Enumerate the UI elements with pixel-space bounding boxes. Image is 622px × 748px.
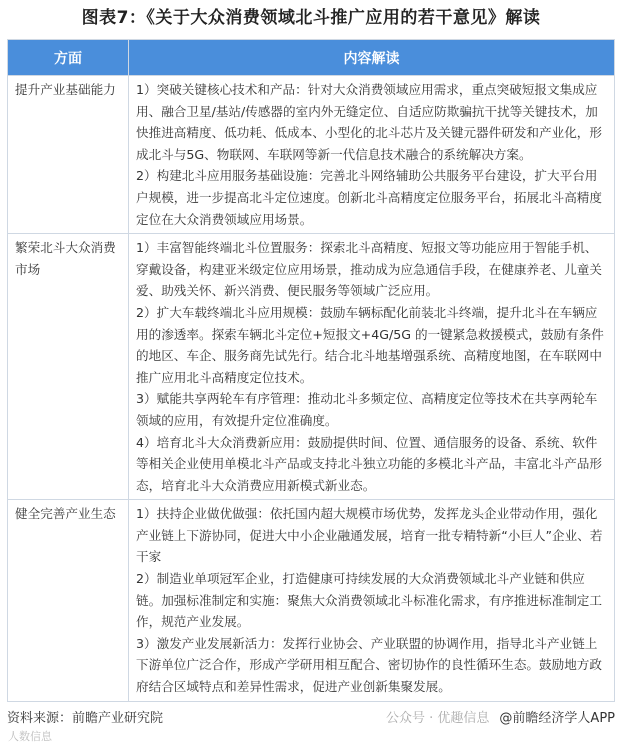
header-aspect: 方面 (8, 40, 129, 76)
content-item: 1）突破关键核心技术和产品：针对大众消费领域应用需求，重点突破短报文集成应用、融合卫星/基站/传感器的室内外无缝定位、自适应防欺骗抗干扰等关键技术，加快推进高精度、低功耗、低成本、小型化的北斗芯片及关键元器件研发和产业化，形成北斗与5G、物联网、车联网等新一代信息技术融合的系统解决方案。 (136, 82, 602, 162)
content-item: 1）丰富智能终端北斗位置服务：探索北斗高精度、短报文等功能应用于智能手机、穿戴设备，构建亚米级定位应用场景，推动成为应急通信手段，在健康养老、儿童关爱、助残关怀、新兴消费、便民服务等领域广泛应用。 (136, 240, 602, 299)
header-content: 内容解读 (129, 40, 615, 76)
footer (0, 702, 622, 728)
aspect-cell: 提升产业基础能力 (8, 76, 129, 234)
content-item: 4）培育北斗大众消费新应用：鼓励提供时间、位置、通信服务的设备、系统、软件等相关企业使用单模北斗产品或支持北斗独立功能的多模北斗产品，丰富北斗产品形态，培育北斗大众消费应用新模式新业态。 (136, 434, 602, 493)
table-header-row (8, 40, 615, 76)
figure-title: 图表7：《关于大众消费领域北斗推广应用的若干意见》解读 (81, 8, 541, 28)
content-cell (129, 76, 615, 234)
credit-note: @前瞻经济学人APP (499, 710, 615, 726)
source-note: 资料来源：前瞻产业研究院 (7, 710, 164, 726)
content-item: 2）构建北斗应用服务基础设施：完善北斗网络辅助公共服务平台建设，扩大平台用户规模，进一步提高北斗定位速度。创新北斗高精度定位服务平台，拓展北斗高精度定位在大众消费领域应用场景。 (136, 168, 602, 227)
content-cell (129, 500, 615, 701)
content-item: 2）扩大车载终端北斗应用规模：鼓励车辆标配化前装北斗终端，提升北斗在车辆应用的渗透率。探索车辆北斗定位+短报文+4G/5G 的一键紧急救援模式，鼓励有条件的地区、车企、服务商先试先行。结合北斗地基增强系统、高精度地图，在车联网中推广应用北斗高精度定位技术。 (136, 304, 604, 385)
content-cell (129, 234, 615, 500)
content-item: 3）赋能共享两轮车有序管理：推动北斗多频定位、高精度定位等技术在共享两轮车领域的应用，有效提升定位准确度。 (136, 391, 598, 428)
interpretation-table (7, 39, 615, 702)
content-item: 1）扶持企业做优做强：依托国内超大规模市场优势，发挥龙头企业带动作用，强化产业链上下游协同，促进大中小企业融通发展，培育一批专精特新“小巨人”企业、若干家 (136, 506, 603, 565)
wechat-watermark: 公众号 · 优趣信息 (386, 710, 490, 726)
content-item: 3）激发产业发展新活力：发挥行业协会、产业联盟的协调作用，指导北斗产业链上下游单位广泛合作，形成产学研用相互配合、密切协作的良性循环生态。鼓励地方政府结合区域特点和差异性需求，促进产业创新集聚发展。 (136, 635, 602, 695)
content-item: 2）制造业单项冠军企业，打造健康可持续发展的大众消费领域北斗产业链和供应链。加强标准制定和实施：聚焦大众消费领域北斗标准化需求，有序推进标准制定工作，规范产业发展。 (136, 571, 602, 630)
table-wrapper (0, 39, 622, 702)
footer-right (386, 710, 615, 728)
table-row (8, 234, 615, 500)
aspect-cell: 繁荣北斗大众消费市场 (8, 234, 129, 500)
aspect-cell: 健全完善产业生态 (8, 500, 129, 701)
corner-watermark: 人数信息 (8, 729, 52, 743)
table-row (8, 76, 615, 234)
table-row (8, 500, 615, 701)
